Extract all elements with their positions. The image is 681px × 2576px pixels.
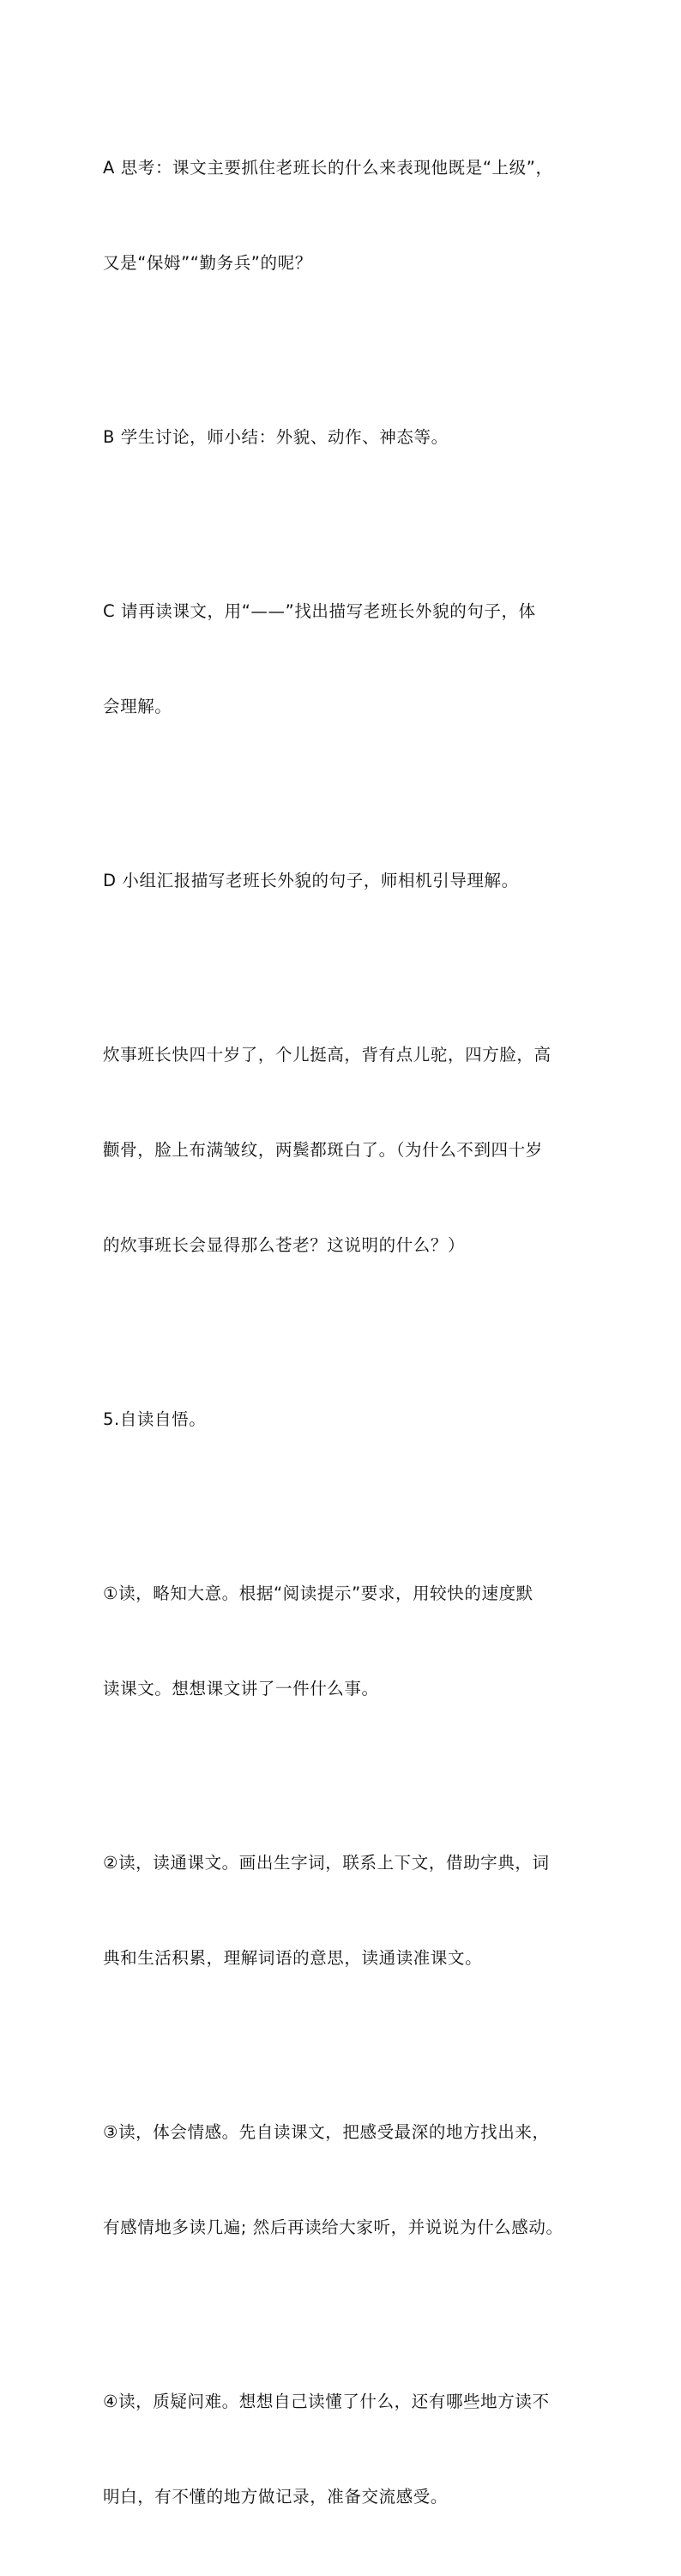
text-line: ④读，质疑问难。想想自己读懂了什么，还有哪些地方读不	[103, 2392, 550, 2411]
text-line: 读课文。想想课文讲了一件什么事。	[103, 1679, 379, 1698]
text-line: 有感情地多读几遍; 然后再读给大家听，并说说为什么感动。	[103, 2217, 563, 2237]
text-line: ②读，读通课文。画出生字词，联系上下文，借助字典，词	[103, 1853, 550, 1873]
paragraph-quote-description	[103, 975, 595, 1324]
text-line: ①读，略知大意。根据“阅读提示”要求，用较快的速度默	[103, 1584, 533, 1603]
paragraph-c-reread	[103, 532, 595, 786]
paragraph-step-3	[103, 2053, 595, 2307]
paragraph-step-2	[103, 1783, 595, 2037]
paragraph-b-discussion	[103, 358, 595, 516]
text-line: 又是“保姆”“勤务兵”的呢？	[103, 253, 312, 273]
text-line: B 学生讨论，师小结：外貌、动作、神态等。	[103, 427, 449, 447]
section-heading-self-reading	[103, 1340, 595, 1499]
text-line: 会理解。	[103, 697, 172, 716]
paragraph-d-report	[103, 801, 595, 960]
text-line: C 请再读课文，用“——”找出描写老班长外貌的句子，体	[103, 601, 536, 621]
paragraph-step-4	[103, 2322, 595, 2576]
text-line: D 小组汇报描写老班长外貌的句子，师相机引导理解。	[103, 871, 519, 890]
text-line: 的炊事班长会显得那么苍老？这说明的什么？）	[103, 1235, 466, 1255]
paragraph-step-1	[103, 1514, 595, 1768]
text-line: ③读，体会情感。先自读课文，把感受最深的地方找出来，	[103, 2122, 550, 2142]
text-line: A 思考：课文主要抓住老班长的什么来表现他既是“上级”，	[103, 158, 553, 178]
text-line: 颧骨，脸上布满皱纹，两鬓都斑白了。（为什么不到四十岁	[103, 1140, 543, 1160]
text-line: 5.自读自悟。	[103, 1409, 207, 1429]
paragraph-a-question	[103, 88, 595, 342]
text-line: 炊事班长快四十岁了，个儿挺高，背有点儿驼，四方脸，高	[103, 1045, 551, 1065]
text-line: 明白，有不懂的地方做记录，准备交流感受。	[103, 2487, 449, 2507]
text-line: 典和生活积累，理解词语的意思，读通读准课文。	[103, 1948, 483, 1968]
